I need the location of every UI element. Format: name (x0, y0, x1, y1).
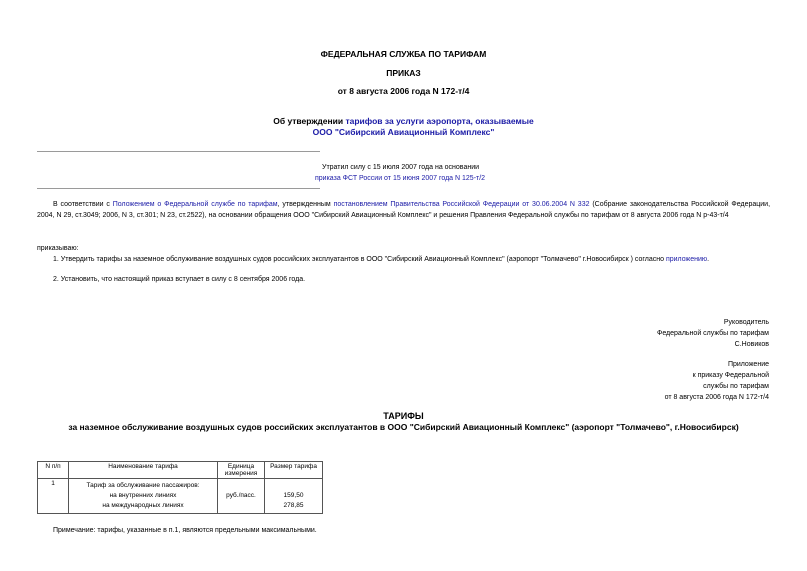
order-item-1 (53, 256, 709, 263)
row-unit-cell (218, 479, 265, 514)
doc-title-link-2[interactable]: ООО "Сибирский Авиационный Комплекс" (312, 127, 495, 137)
order-item-2: 2. Установить, что настоящий приказ вступает в силу с 8 сентября 2006 года. (53, 276, 306, 283)
order-word: приказываю: (37, 245, 79, 252)
row-value-cell (265, 479, 323, 514)
table-row (38, 479, 323, 514)
signature-block (657, 317, 769, 350)
preamble-text-c: (Собрание законодательства Российской Федерации, 2004, N 29, ст.3049; 2006, N 3, ст.301; N 23, ст.2522), на основании обращения ООО "Сибирский Авиационный Комплекс" и решения Правления Федеральной службы по тарифам от 8 августа 2006 года N р-43-т/4 (37, 201, 771, 219)
header-value: Размер тарифа (265, 462, 323, 479)
agency-title: ФЕДЕРАЛЬНАЯ СЛУЖБА ПО ТАРИФАМ (320, 49, 487, 59)
header-unit: Единица измерения (218, 462, 265, 479)
signature-org: Федеральной службы по тарифам (657, 330, 769, 337)
appendix-title: ТАРИФЫ (383, 411, 424, 421)
divider-top (37, 151, 320, 152)
preamble-text-a: В соответствии с (53, 201, 113, 208)
row-value-domestic: 159,50 (283, 492, 304, 499)
appendix-ref-line-3: службы по тарифам (703, 383, 769, 390)
row-name-international: на международных линиях (102, 502, 184, 509)
row-unit: руб./пасс. (226, 492, 256, 499)
table-note: Примечание: тарифы, указанные в п.1, являются предельными максимальными. (53, 527, 317, 534)
doc-title-prefix: Об утверждении (273, 116, 346, 126)
row-value-international: 278,85 (283, 502, 304, 509)
row-number: 1 (38, 479, 69, 514)
doc-title (0, 116, 807, 126)
preamble-paragraph (37, 199, 770, 221)
row-name (69, 479, 218, 514)
signature-name: С.Новиков (734, 341, 769, 348)
appendix-subtitle: за наземное обслуживание воздушных судов российских эксплуатантов в ООО "Сибирский Авиационный Комплекс" (аэропорт "Толмачево", г.Новосибирск) (68, 422, 739, 432)
doc-title-line2 (0, 127, 807, 137)
divider-bottom (37, 188, 320, 189)
doc-date: от 8 августа 2006 года N 172-т/4 (337, 86, 470, 96)
row-name-domestic: на внутренних линиях (109, 492, 177, 499)
government-decree-link[interactable]: постановлением Правительства Российской Федерации от 30.06.2004 N 332 (333, 201, 590, 208)
header-number: N п/п (38, 462, 69, 479)
signature-position: Руководитель (723, 319, 769, 326)
appendix-reference (665, 359, 769, 403)
appendix-ref-line-1: Приложение (727, 361, 769, 368)
appendix-link[interactable]: приложению (665, 256, 708, 263)
order-item-1-end: . (707, 256, 710, 263)
regulation-link[interactable]: Положением о Федеральной службе по тарифам (112, 201, 278, 208)
order-item-1-text: 1. Утвердить тарифы за наземное обслуживание воздушных судов российских эксплуатантов в ООО "Сибирский Авиационный Комплекс" (аэропорт "Толмачево" г.Новосибирск ) согласно (53, 256, 666, 263)
table-header-row (38, 462, 323, 479)
row-name-title: Тариф за обслуживание пассажиров: (86, 482, 200, 489)
appendix-ref-line-4: от 8 августа 2006 года N 172-т/4 (664, 394, 769, 401)
tariff-table (37, 461, 323, 514)
status-link[interactable]: приказа ФСТ России от 15 июня 2007 года N 125-т/2 (315, 175, 486, 182)
header-name: Наименование тарифа (69, 462, 218, 479)
status-line: Утратил силу с 15 июля 2007 года на основании (322, 164, 480, 171)
preamble-text-b: , утвержденным (277, 201, 334, 208)
doc-title-link[interactable]: тарифов за услуги аэропорта, оказываемые (345, 116, 534, 126)
appendix-ref-line-2: к приказу Федеральной (692, 372, 769, 379)
doc-type: ПРИКАЗ (386, 68, 421, 78)
